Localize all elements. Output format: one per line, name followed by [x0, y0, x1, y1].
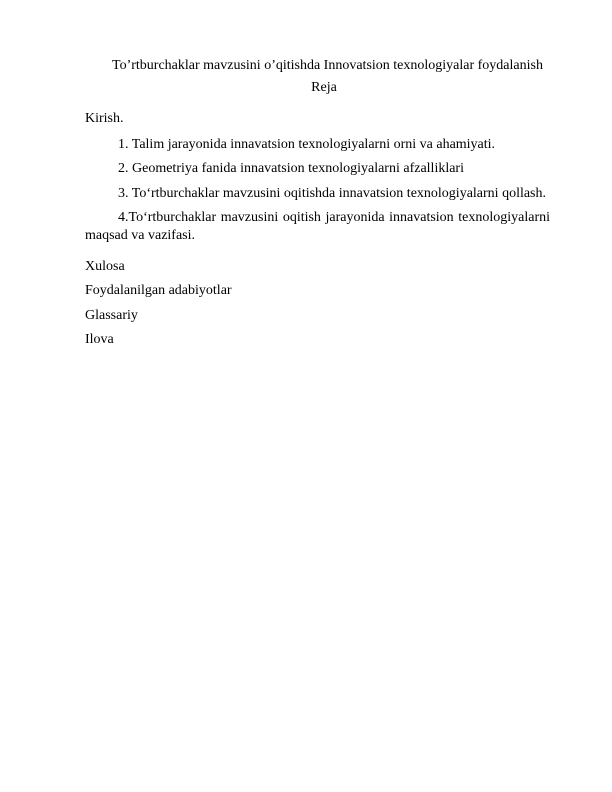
plan-heading: Reja [311, 80, 337, 95]
plan-item-4-line-2: maqsad va vazifasi. [85, 228, 196, 243]
document-title: To’rtburchaklar mavzusini o’qitishda Innovatsion texnologiyalar foydalanish [112, 58, 543, 73]
section-references: Foydalanilgan adabiyotlar [85, 283, 232, 298]
intro-heading: Kirish. [85, 111, 124, 126]
plan-item-1: 1. Talim jarayonida innavatsion texnologiyalarni orni va ahamiyati. [118, 137, 496, 152]
plan-item-2: 2. Geometriya fanida innavatsion texnologiyalarni afzalliklari [118, 161, 464, 176]
section-glossary: Glassariy [85, 308, 138, 323]
section-conclusion: Xulosa [85, 259, 125, 274]
plan-item-3: 3. To‘rtburchaklar mavzusini oqitishda innavatsion texnologiyalarni qollash. [118, 186, 547, 201]
plan-item-4-line-1: 4.To‘rtburchaklar mavzusini oqitish jarayonida innavatsion texnologiyalarni [118, 210, 550, 225]
section-appendix: Ilova [85, 332, 114, 347]
